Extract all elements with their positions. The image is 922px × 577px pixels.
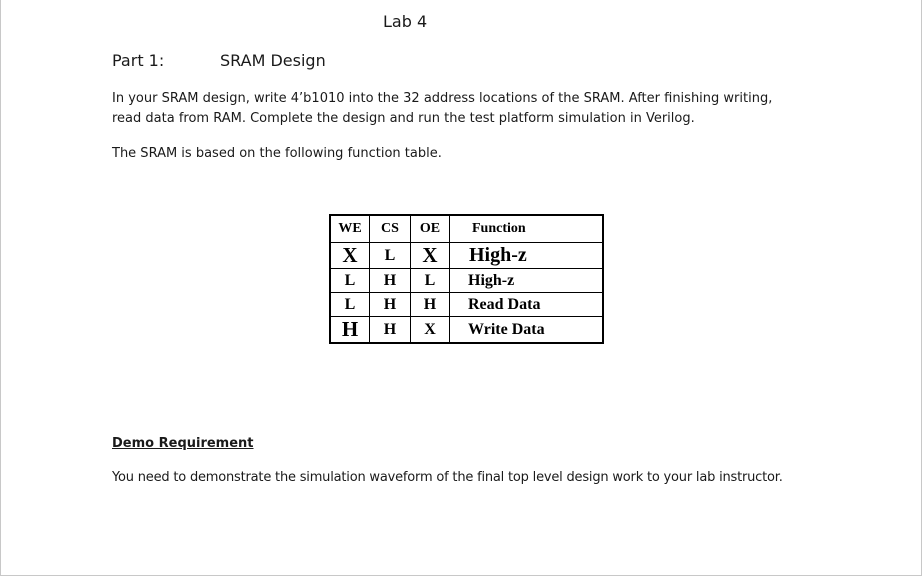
table-row <box>330 293 603 317</box>
part-label: Part 1: <box>112 51 165 70</box>
cell-function: Read Data <box>450 293 604 317</box>
intro-line-2: read data from RAM. Complete the design and run the test platform simulation in Verilog. <box>112 111 695 126</box>
function-table <box>329 214 604 344</box>
cell-cs: H <box>370 293 411 317</box>
cell-function: High-z <box>450 269 604 293</box>
cell-function: Write Data <box>450 317 604 344</box>
cell-we: H <box>330 317 370 344</box>
cell-we: X <box>330 243 370 269</box>
table-header-row <box>330 215 603 243</box>
document-title: Lab 4 <box>383 12 428 31</box>
demo-heading: Demo Requirement <box>112 436 254 451</box>
cell-oe: L <box>411 269 450 293</box>
table-row <box>330 317 603 344</box>
cell-oe: X <box>411 317 450 344</box>
table-row <box>330 243 603 269</box>
table-row <box>330 269 603 293</box>
header-cs: CS <box>370 215 411 243</box>
demo-text: You need to demonstrate the simulation waveform of the final top level design work to your lab instructor. <box>112 470 783 485</box>
table-intro-paragraph: The SRAM is based on the following function table. <box>112 146 442 161</box>
header-function: Function <box>450 215 604 243</box>
cell-we: L <box>330 269 370 293</box>
header-oe: OE <box>411 215 450 243</box>
cell-cs: H <box>370 269 411 293</box>
cell-we: L <box>330 293 370 317</box>
cell-oe: H <box>411 293 450 317</box>
intro-line-1: In your SRAM design, write 4’b1010 into the 32 address locations of the SRAM. After finishing writing, <box>112 91 773 106</box>
cell-function: High-z <box>450 243 604 269</box>
intro-paragraph <box>112 89 772 129</box>
cell-cs: L <box>370 243 411 269</box>
part-title: SRAM Design <box>220 51 326 70</box>
cell-oe: X <box>411 243 450 269</box>
cell-cs: H <box>370 317 411 344</box>
header-we: WE <box>330 215 370 243</box>
